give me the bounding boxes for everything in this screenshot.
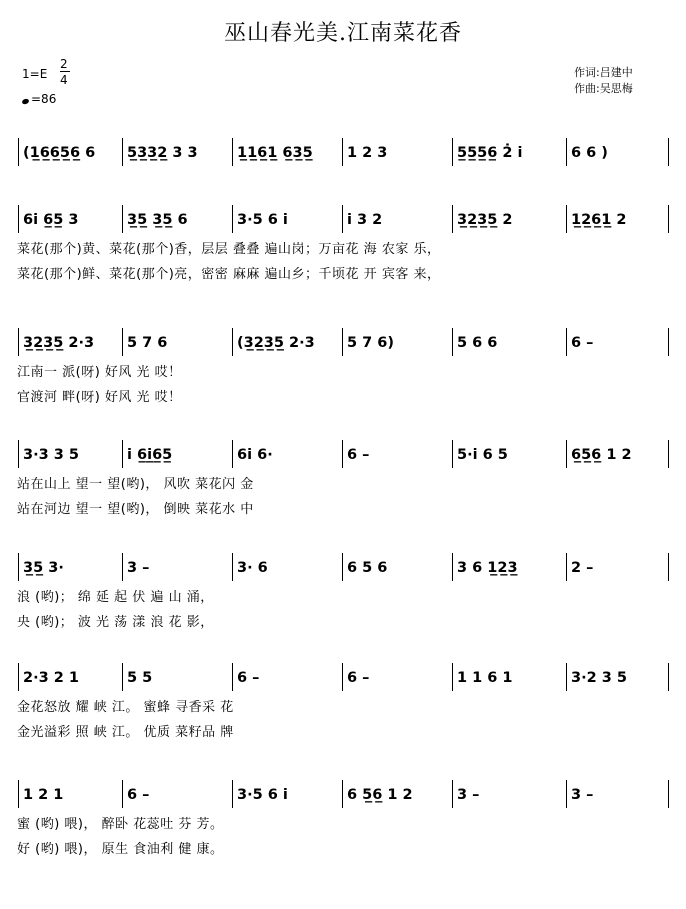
measure: 3·3 3 5: [23, 447, 79, 463]
lyric-text: 官渡河 畔(呀) 好风 光 哎！: [17, 390, 182, 405]
barline: [122, 780, 123, 808]
barline: [566, 780, 567, 808]
barline: [342, 440, 343, 468]
lyric-text: 站在河边 望一 望(哟)， 倒映 菜花水 中: [17, 502, 254, 517]
key-signature: 1=E: [22, 67, 48, 81]
lyric-row: [0, 473, 686, 491]
measure: 3̲5̲ 3·: [23, 560, 64, 576]
measure: 3· 6: [237, 560, 268, 576]
measure: 1 2 3: [347, 145, 388, 161]
meter-bottom: 4: [60, 73, 68, 87]
measure: 3̲2̲3̲5̲ 2: [457, 212, 513, 228]
measure: 6 6 ): [571, 145, 608, 161]
measure: i 3 2: [347, 212, 383, 228]
measure: 1 1 6 1: [457, 670, 513, 686]
measure: 6 –: [571, 335, 594, 351]
lyric-text: 蜜 (哟) 喂)， 醉卧 花蕊吐 芬 芳。: [17, 817, 224, 832]
lyric-row: [0, 238, 686, 256]
measure: 3·2 3 5: [571, 670, 627, 686]
barline: [122, 138, 123, 166]
lyric-row: [0, 498, 686, 516]
lyric-row: [0, 721, 686, 739]
barline: [232, 780, 233, 808]
score-line: [0, 128, 686, 168]
lyric-row: [0, 586, 686, 604]
barline: [342, 663, 343, 691]
measure: 6 5 6: [347, 560, 388, 576]
measure: 3̲5̲ 3̲5̲ 6: [127, 212, 188, 228]
measure: 5 5: [127, 670, 153, 686]
barline: [122, 440, 123, 468]
lyric-row: [0, 611, 686, 629]
barline: [566, 663, 567, 691]
score-line: [0, 653, 686, 693]
measure: 6 5̲6̲ 1 2: [347, 787, 413, 803]
lyric-text: 菜花(那个)鲜、菜花(那个)亮，密密 麻麻 遍山乡；千顷花 开 宾客 来，: [17, 267, 441, 282]
measure: 1̲1̲6̲1̲ 6̲3̲5̲: [237, 145, 313, 161]
barline: [342, 328, 343, 356]
measure: (3̲2̲3̲5̲ 2·3: [237, 335, 315, 351]
lyric-text: 菜花(那个)黄、菜花(那个)香，层层 叠叠 遍山岗；万亩花 海 农家 乐，: [17, 242, 441, 257]
lyric-row: [0, 813, 686, 831]
barline: [668, 553, 669, 581]
measure: 6 –: [347, 447, 370, 463]
barline: [342, 205, 343, 233]
lyric-row: [0, 838, 686, 856]
barline: [668, 328, 669, 356]
score-line: [0, 543, 686, 583]
barline: [566, 205, 567, 233]
barline: [668, 205, 669, 233]
measure: 5 6 6: [457, 335, 498, 351]
measure: 3 6 1̲2̲3̲: [457, 560, 518, 576]
barline: [342, 553, 343, 581]
barline: [232, 553, 233, 581]
barline: [122, 328, 123, 356]
measure: 6 –: [127, 787, 150, 803]
barline: [232, 328, 233, 356]
barline: [566, 553, 567, 581]
barline: [452, 205, 453, 233]
barline: [18, 553, 19, 581]
measure: 3̲2̲3̲5̲ 2·3: [23, 335, 95, 351]
measure: 5̲3̲3̲2̲ 3 3: [127, 145, 198, 161]
barline: [232, 440, 233, 468]
measure: 1̲2̲6̲1̲ 2: [571, 212, 627, 228]
lyric-text: 好 (哟) 喂)， 原生 食油利 健 康。: [17, 842, 224, 857]
barline: [342, 138, 343, 166]
lyric-text: 站在山上 望一 望(哟)， 风吹 菜花闪 金: [17, 477, 254, 492]
score-line: [0, 770, 686, 810]
score-line: [0, 318, 686, 358]
barline: [452, 663, 453, 691]
measure: 5 7 6: [127, 335, 168, 351]
measure: (1̲6̲6̲5̲6̲ 6: [23, 145, 96, 161]
barline: [566, 440, 567, 468]
measure: 5 7 6): [347, 335, 394, 351]
barline: [232, 663, 233, 691]
lyricist-credit: 作词:吕建中: [574, 66, 633, 79]
lyric-text: 金光溢彩 照 峡 江。 优质 菜籽品 牌: [17, 725, 234, 740]
quarter-note-icon: [21, 98, 29, 105]
measure: 3 –: [571, 787, 594, 803]
barline: [452, 328, 453, 356]
barline: [122, 663, 123, 691]
barline: [452, 553, 453, 581]
barline: [18, 780, 19, 808]
lyric-text: 浪 (哟)； 绵 延 起 伏 遍 山 涌，: [17, 590, 214, 605]
meter-divider: [60, 71, 70, 72]
barline: [18, 138, 19, 166]
measure: 1 2 1: [23, 787, 64, 803]
measure: 3 –: [457, 787, 480, 803]
measure: 3·5 6 i: [237, 787, 288, 803]
score-line: [0, 430, 686, 470]
measure: 5̲5̲5̲6̲ 2̇ i: [457, 145, 523, 161]
lyric-row: [0, 386, 686, 404]
measure: 3 –: [127, 560, 150, 576]
lyric-text: 江南一 派(呀) 好风 光 哎！: [17, 365, 182, 380]
barline: [18, 205, 19, 233]
barline: [452, 780, 453, 808]
barline: [18, 663, 19, 691]
barline: [668, 138, 669, 166]
barline: [452, 440, 453, 468]
lyric-text: 金花怒放 耀 峡 江。 蜜蜂 寻香采 花: [17, 700, 234, 715]
song-title: 巫山春光美.江南菜花香: [224, 21, 462, 46]
time-signature: [60, 56, 68, 88]
lyric-text: 央 (哟)； 波 光 荡 漾 浪 花 影，: [17, 615, 214, 630]
barline: [122, 553, 123, 581]
barline: [452, 138, 453, 166]
measure: 5·i 6 5: [457, 447, 508, 463]
barline: [566, 328, 567, 356]
barline: [668, 663, 669, 691]
measure: i 6̲i̲6̲5̲: [127, 447, 173, 463]
barline: [18, 328, 19, 356]
barline: [668, 440, 669, 468]
meter-top: 2: [60, 57, 68, 71]
measure: 3·5 6 i: [237, 212, 288, 228]
lyric-row: [0, 263, 686, 281]
tempo-mark: [22, 92, 56, 106]
composer-credit: 作曲:吴思梅: [574, 82, 633, 95]
barline: [566, 138, 567, 166]
measure: 6 –: [347, 670, 370, 686]
barline: [232, 205, 233, 233]
measure: 2·3 2 1: [23, 670, 79, 686]
barline: [668, 780, 669, 808]
measure: 6 –: [237, 670, 260, 686]
score-line: [0, 195, 686, 235]
measure: 6i 6·: [237, 447, 273, 463]
measure: 6i 6̲5̲ 3: [23, 212, 79, 228]
tempo-value: =86: [31, 92, 57, 106]
measure: 2 –: [571, 560, 594, 576]
measure: 6̲5̲6̲ 1 2: [571, 447, 632, 463]
lyric-row: [0, 696, 686, 714]
barline: [122, 205, 123, 233]
barline: [18, 440, 19, 468]
barline: [342, 780, 343, 808]
barline: [232, 138, 233, 166]
lyric-row: [0, 361, 686, 379]
